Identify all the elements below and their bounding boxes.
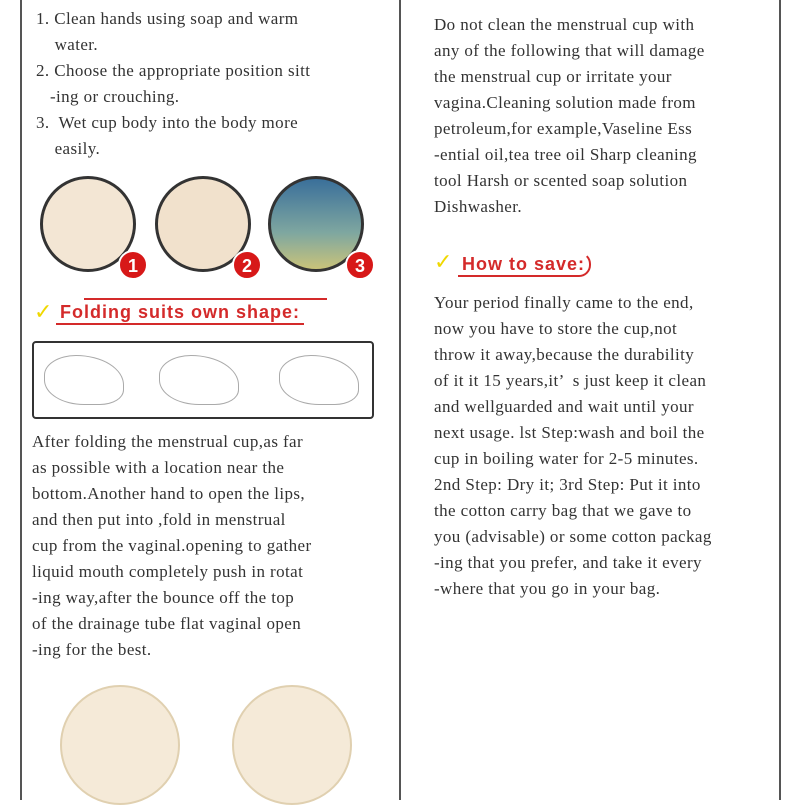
fold-heading: Folding suits own shape: — [56, 302, 304, 325]
folding-illustration — [32, 341, 374, 419]
text-line: cup from the vaginal.opening to gather — [32, 536, 312, 555]
cleaning-warning — [434, 12, 705, 220]
step-line: water. — [36, 35, 99, 54]
step-line: 3. Wet cup body into the body more — [36, 113, 299, 132]
text-line: the cotton carry bag that we gave to — [434, 501, 692, 520]
left-border — [20, 0, 22, 800]
text-line: petroleum,for example,Vaseline Ess — [434, 119, 693, 138]
text-line: bottom.Another hand to open the lips, — [32, 484, 306, 503]
hand-icon — [44, 355, 124, 405]
text-line: throw it away,because the durability — [434, 345, 695, 364]
heading-overline — [84, 298, 327, 300]
fold-instructions — [32, 429, 312, 663]
text-line: of the drainage tube flat vaginal open — [32, 614, 302, 633]
hand-icon — [279, 355, 359, 405]
step-line: -ing or crouching. — [36, 87, 180, 106]
step-line: easily. — [36, 139, 101, 158]
text-line: Your period finally came to the end, — [434, 293, 694, 312]
step-badge: 1 — [118, 250, 148, 280]
text-line: now you have to store the cup,not — [434, 319, 678, 338]
save-heading: How to save: — [458, 252, 591, 277]
text-line: the menstrual cup or irritate your — [434, 67, 672, 86]
hand-icon — [159, 355, 239, 405]
text-line: you (advisable) or some cotton packag — [434, 527, 712, 546]
step-line: 2. Choose the appropriate position sitt — [36, 61, 311, 80]
text-line: as possible with a location near the — [32, 458, 285, 477]
text-line: tool Harsh or scented soap solution — [434, 171, 688, 190]
right-border — [779, 0, 781, 800]
step-badge: 3 — [345, 250, 375, 280]
text-line: 2nd Step: Dry it; 3rd Step: Put it into — [434, 475, 701, 494]
anatomy-illustration — [60, 685, 180, 805]
text-line: liquid mouth completely push in rotat — [32, 562, 304, 581]
text-line: Dishwasher. — [434, 197, 522, 216]
check-icon: ✓ — [434, 250, 453, 275]
check-icon: ✓ — [34, 300, 53, 325]
text-line: and wellguarded and wait until your — [434, 397, 694, 416]
text-line: Do not clean the menstrual cup with — [434, 15, 695, 34]
step-line: 1. Clean hands using soap and warm — [36, 9, 299, 28]
anatomy-illustration — [232, 685, 352, 805]
text-line: -ential oil,tea tree oil Sharp cleaning — [434, 145, 697, 164]
text-line: any of the following that will damage — [434, 41, 705, 60]
step-badge: 2 — [232, 250, 262, 280]
text-line: and then put into ,fold in menstrual — [32, 510, 286, 529]
text-line: next usage. lst Step:wash and boil the — [434, 423, 705, 442]
text-line: -ing way,after the bounce off the top — [32, 588, 295, 607]
text-line: vagina.Cleaning solution made from — [434, 93, 696, 112]
text-line: After folding the menstrual cup,as far — [32, 432, 304, 451]
text-line: of it it 15 years,it’ s just keep it clean — [434, 371, 707, 390]
text-line: -ing for the best. — [32, 640, 152, 659]
text-line: cup in boiling water for 2-5 minutes. — [434, 449, 699, 468]
text-line: -where that you go in your bag. — [434, 579, 661, 598]
text-line: -ing that you prefer, and take it every — [434, 553, 702, 572]
center-divider — [399, 0, 401, 800]
cleaning-steps — [36, 6, 310, 162]
storage-instructions — [434, 290, 712, 602]
